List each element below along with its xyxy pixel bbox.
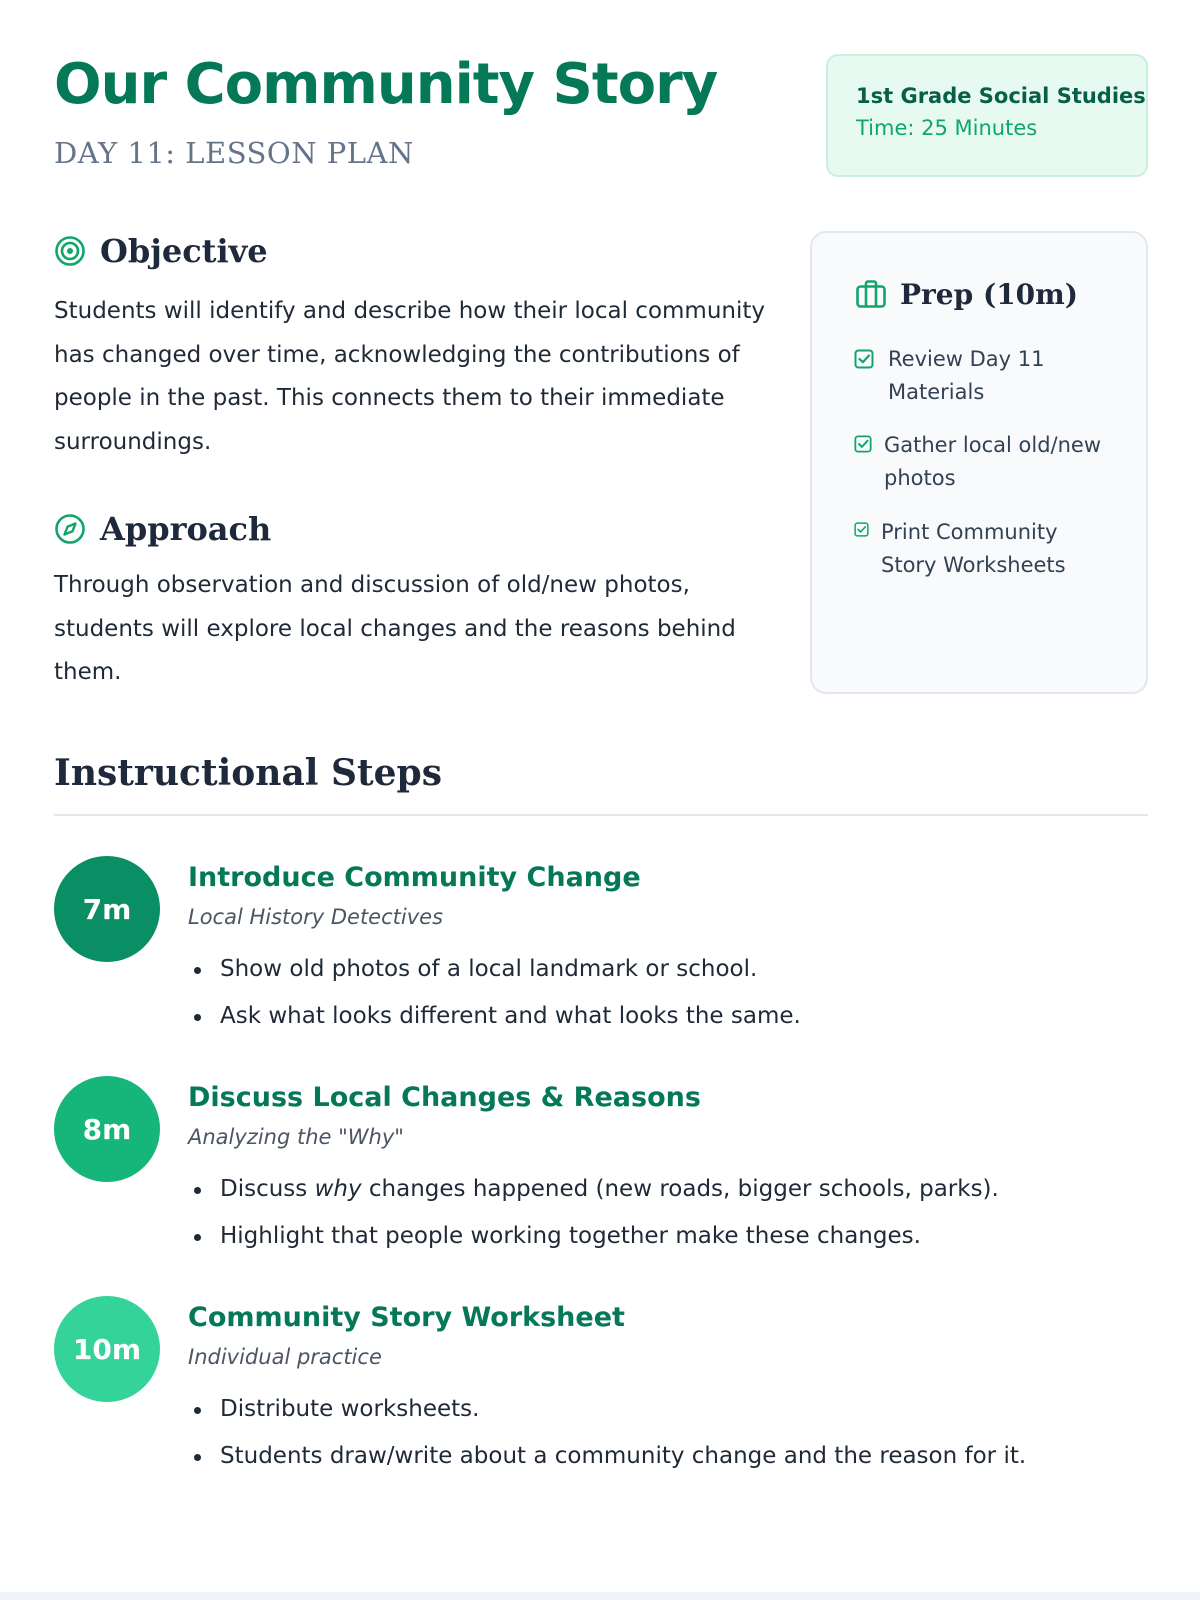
page-title: Our Community Story xyxy=(54,52,718,117)
checkbox-checked-icon xyxy=(854,435,872,453)
approach-text: Through observation and discussion of old/new photos, students will explore local changes and the reasons behind them. xyxy=(54,572,736,685)
prep-item-label: Print Community Story Worksheets xyxy=(881,520,1066,577)
approach-heading xyxy=(54,510,271,548)
step-subtitle: Local History Detectives xyxy=(188,905,444,929)
prep-item-label: Gather local old/new photos xyxy=(884,433,1102,490)
grade-label: 1st Grade Social Studies xyxy=(856,84,1146,108)
objective-text: Students will identify and describe how their local community has changed over time, acknowledging the contributions of people in the past. This connects them to their immediate surroundings. xyxy=(54,298,766,455)
prep-item xyxy=(854,516,1124,582)
step-subtitle: Analyzing the "Why" xyxy=(188,1125,404,1149)
time-label: Time: 25 Minutes xyxy=(856,116,1038,140)
briefcase-icon xyxy=(854,277,888,311)
page-subtitle: DAY 11: LESSON PLAN xyxy=(54,136,414,170)
checkbox-checked-icon xyxy=(854,522,869,537)
step-title: Introduce Community Change xyxy=(188,862,641,893)
list-item: Students draw/write about a community change and the reason for it. xyxy=(188,1433,1026,1480)
compass-icon xyxy=(54,513,86,545)
step-title: Community Story Worksheet xyxy=(188,1302,625,1333)
prep-item xyxy=(854,429,1124,495)
objective-title: Objective xyxy=(100,232,268,270)
divider xyxy=(54,814,1148,816)
prep-item-label: Review Day 11 Materials xyxy=(888,347,1045,404)
list-item: Show old photos of a local landmark or school. xyxy=(188,946,801,993)
bullet-emphasis: why xyxy=(314,1176,362,1202)
step-bullets xyxy=(188,1386,1026,1480)
list-item: Highlight that people working together make these changes. xyxy=(188,1213,999,1260)
duration-badge: 7m xyxy=(54,856,160,962)
bullet-text: changes happened (new roads, bigger schools, parks). xyxy=(361,1176,999,1202)
step-title: Discuss Local Changes & Reasons xyxy=(188,1082,701,1113)
list-item xyxy=(188,1166,999,1213)
list-item: Ask what looks different and what looks the same. xyxy=(188,993,801,1040)
duration-badge: 10m xyxy=(54,1296,160,1402)
grade-badge xyxy=(826,54,1148,177)
duration-badge: 8m xyxy=(54,1076,160,1182)
approach-title: Approach xyxy=(100,510,272,548)
footer-strip xyxy=(0,1592,1200,1600)
step-subtitle: Individual practice xyxy=(188,1345,382,1369)
steps-heading: Instructional Steps xyxy=(54,752,442,794)
prep-item xyxy=(854,343,1114,409)
prep-panel xyxy=(810,231,1148,694)
step-item xyxy=(54,1076,1148,1256)
objective-heading xyxy=(54,232,268,270)
step-bullets xyxy=(188,946,801,1040)
target-icon xyxy=(54,235,86,267)
prep-title: Prep (10m) xyxy=(900,277,1079,311)
checkbox-checked-icon xyxy=(854,349,874,369)
step-item xyxy=(54,856,1148,1036)
step-item xyxy=(54,1296,1148,1476)
list-item: Distribute worksheets. xyxy=(188,1386,1026,1433)
bullet-text: Discuss xyxy=(220,1176,315,1202)
step-bullets xyxy=(188,1166,999,1260)
prep-heading xyxy=(854,277,1078,311)
